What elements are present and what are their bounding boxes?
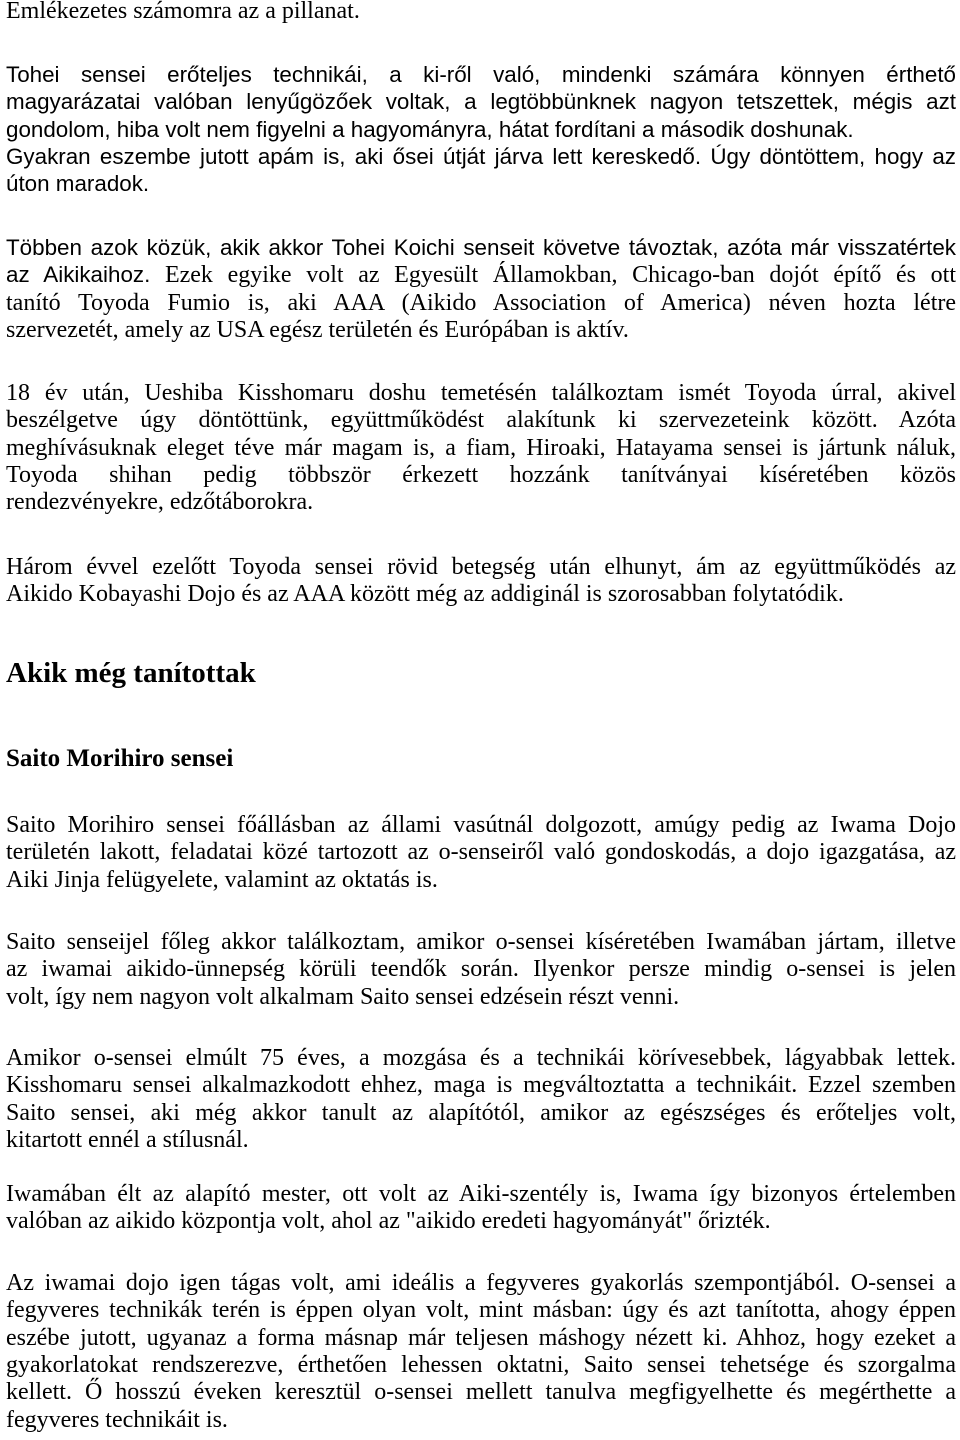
paragraph-line: beszélgetve úgy döntöttünk, együttműködést alakítunk ki szervezeteink között. Azóta [6,407,956,434]
paragraph [6,1181,956,1236]
paragraph-intro [6,0,956,25]
paragraph-line: kellett. Ő hosszú éveken keresztül o-sensei mellett tanulva megfigyelhette és megérthette a [6,1379,956,1406]
paragraph-line: fegyveres technikák terén is éppen olyan volt, mint másban: úgy és azt tanította, ahogy éppen [6,1297,956,1324]
paragraph-line: Három évvel ezelőtt Toyoda sensei rövid betegség után elhunyt, ám az együttműködés az [6,554,956,580]
line-segment: az Aikikaihoz. [6,262,151,288]
paragraph-line: valóban az aikido központja volt, ahol az "aikido eredeti hagyományát" őrizték. [6,1208,771,1235]
paragraph-line: kitartott ennél a stílusnál. [6,1127,249,1154]
paragraph-line: területén lakott, feladatai közé tartozott az o-senseiről való gondoskodás, a dojo igazgatása, az [6,839,956,866]
paragraph-line: Aikido Kobayashi Dojo és az AAA között még az addiginál is szorosabban folytatódik. [6,581,844,608]
paragraph-line: szervezetét, amely az USA egész területén és Európában is aktív. [6,317,629,344]
line-segment: Ezek egyike volt az Egyesült Államokban, Chicago-ban dojót építő és ott [164,262,957,289]
paragraph-line: volt, így nem nagyon volt alkalmam Saito sensei edzésein részt venni. [6,983,680,1010]
paragraph [6,61,956,143]
paragraph-line: Aiki Jinja felügyelete, valamint az oktatás is. [6,866,438,893]
paragraph [6,380,956,517]
paragraph-line: fegyveres technikáit is. [6,1406,228,1433]
paragraph-line: Tohei sensei erőteljes technikái, a ki-ről való, mindenki számára könnyen érthető [6,62,956,87]
paragraph-line: Gyakran eszembe jutott apám is, aki ősei útját járva lett kereskedő. Úgy döntöttem, hogy az [6,144,956,169]
paragraph-line: Kisshomaru sensei alkalmazkodott ehhez, maga is megváltoztatta a technikáit. Ezzel szemben [6,1072,956,1099]
paragraph-line: magyarázatai valóban lenyűgözőek voltak, a legtöbbünknek nagyon tetszettek, mégis azt [6,89,956,115]
paragraph-line: meghívásuknak eleget téve már magam is, a fiam, Hiroaki, Hatayama sensei is jártunk náluk, [6,434,956,461]
paragraph-line: Saito senseijel főleg akkor találkoztam, amikor o-sensei kíséretében Iwamában jártam, illetve [6,929,956,955]
paragraph-line: az iwamai aikido-ünnepség körüli teendők során. Ilyenkor persze mindig o-sensei is jelen [6,956,956,983]
paragraph-line: Amikor o-sensei elmúlt 75 éves, a mozgása és a technikái körívesebbek, lágyabbak lettek. [6,1045,956,1071]
paragraph [6,1270,956,1434]
paragraph-line: Toyoda shihan pedig többször érkezett hozzánk tanítványai kíséretében közös [6,462,956,489]
subsection-heading: Saito Morihiro sensei [6,745,234,772]
paragraph-line: Emlékezetes számomra az a pillanat. [6,0,360,24]
paragraph-line: úton maradok. [6,171,150,197]
paragraph-line: tanító Toyoda Fumio is, aki AAA (Aikido Association of America) néven hozta létre [6,289,956,316]
paragraph-line: Saito Morihiro sensei főállásban az állami vasútnál dolgozott, amúgy pedig az Iwama Dojo [6,812,956,838]
paragraph-line: gondolom, hiba volt nem figyelni a hagyományra, hátat fordítani a második doshunak. [6,116,854,142]
paragraph-line: gyakorlatokat rendszerezve, érthetően lehessen oktatni, Saito sensei tehetsége és szorgalma [6,1352,956,1379]
paragraph [6,1045,956,1154]
paragraph-line: Az iwamai dojo igen tágas volt, ami ideális a fegyveres gyakorlás szempontjából. O-sensei a [6,1270,956,1296]
paragraph [6,143,956,198]
paragraph-line: Többen azok közük, akik akkor Tohei Koichi senseit követve távoztak, azóta már visszatértek [6,235,956,260]
paragraph-line [6,261,956,289]
paragraph-line: eszébe jutott, ugyanaz a forma másnap már teljesen máshogy nézett ki. Ahhoz, hogy ezeket a [6,1324,956,1351]
paragraph-line: rendezvényekre, edzőtáborokra. [6,489,314,516]
paragraph-line: Saito sensei, aki még akkor tanult az alapítótól, amikor az egészséges és erőteljes volt, [6,1099,956,1126]
section-heading: Akik még tanítottak [6,657,256,689]
paragraph [6,554,956,609]
paragraph [6,812,956,894]
paragraph-line: 18 év után, Ueshiba Kisshomaru doshu temetésén találkoztam ismét Toyoda úrral, akivel [6,380,956,406]
paragraph [6,234,956,344]
paragraph [6,929,956,1011]
paragraph-line: Iwamában élt az alapító mester, ott volt az Aiki-szentély is, Iwama így bizonyos értelemben [6,1181,956,1207]
